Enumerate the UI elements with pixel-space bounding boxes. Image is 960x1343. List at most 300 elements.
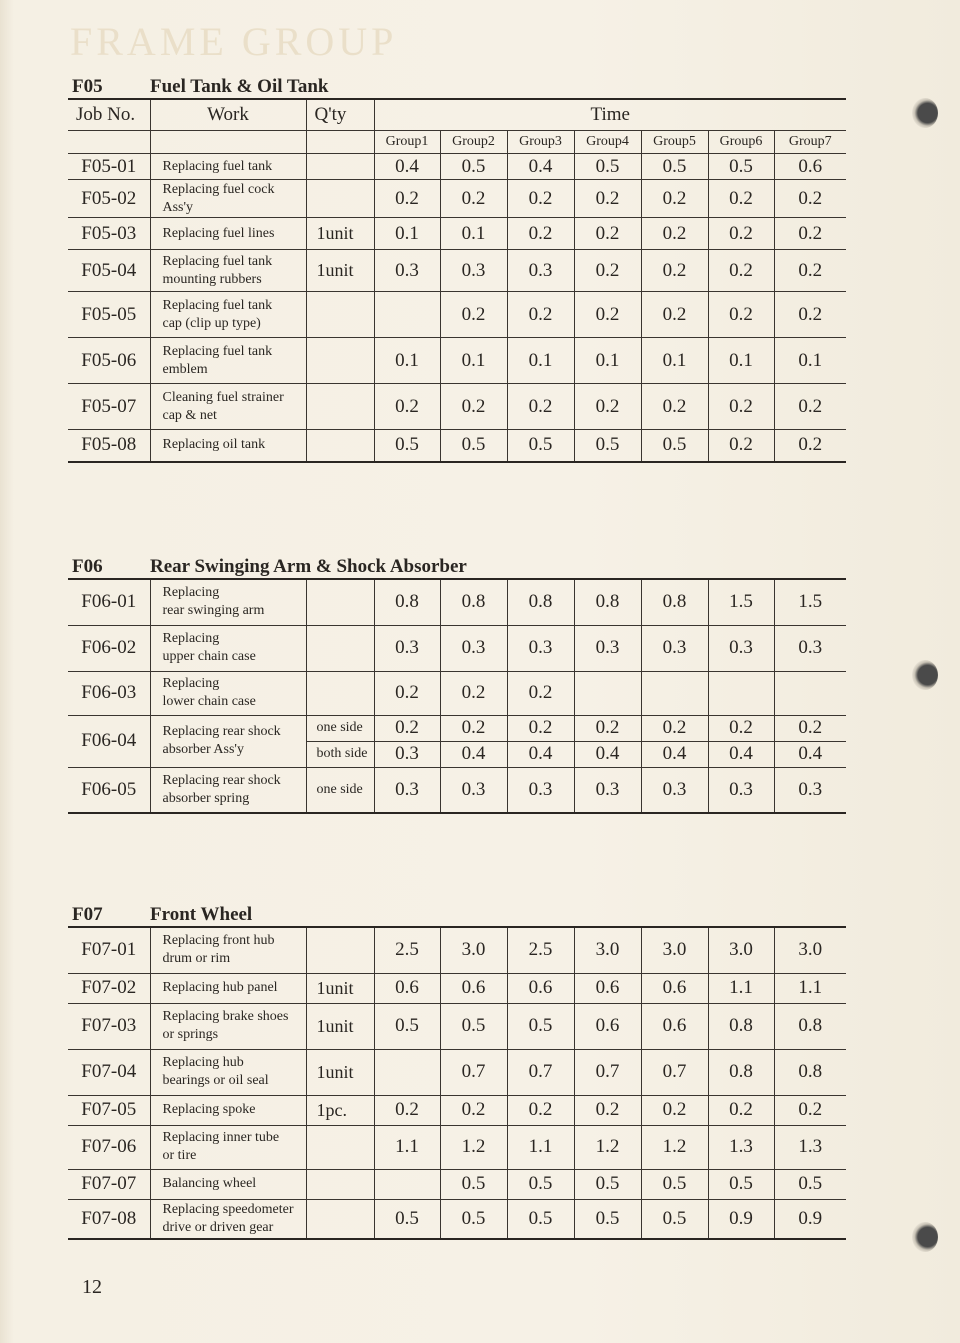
time-value: 0.5 xyxy=(574,154,641,180)
work-line: Replacing spoke xyxy=(162,1102,256,1117)
time-value xyxy=(374,1169,440,1199)
work-description xyxy=(150,430,306,462)
time-value: 0.2 xyxy=(641,250,708,292)
time-value: 1.3 xyxy=(708,1125,774,1169)
time-value: 0.2 xyxy=(641,1095,708,1125)
blank-header-cell xyxy=(306,131,374,154)
time-value: 0.4 xyxy=(440,741,507,767)
time-value: 0.2 xyxy=(708,1095,774,1125)
time-value: 0.2 xyxy=(374,671,440,715)
time-value: 0.2 xyxy=(641,292,708,338)
work-line: Replacing fuel tank xyxy=(162,343,273,359)
table-row xyxy=(68,338,846,384)
quantity xyxy=(306,579,374,625)
table-row xyxy=(68,384,846,430)
job-number: F05-02 xyxy=(68,180,150,218)
column-header-group: Group3 xyxy=(507,131,574,154)
work-description xyxy=(150,1003,306,1049)
time-value: 0.5 xyxy=(440,1169,507,1199)
time-value: 0.2 xyxy=(507,180,574,218)
work-line: Replacing brake shoes xyxy=(162,1009,289,1024)
blank-header-cell xyxy=(68,131,150,154)
time-value: 0.3 xyxy=(507,625,574,671)
work-line: Replacing fuel tank xyxy=(162,297,273,313)
work-description xyxy=(150,927,306,973)
work-line: Balancing wheel xyxy=(162,1176,257,1191)
time-value: 0.1 xyxy=(440,338,507,384)
time-value: 0.3 xyxy=(641,625,708,671)
column-header-job: Job No. xyxy=(68,99,150,131)
work-line: mounting rubbers xyxy=(162,271,262,287)
time-value: 0.9 xyxy=(708,1199,774,1239)
time-value: 0.2 xyxy=(374,715,440,741)
work-description xyxy=(150,1095,306,1125)
section-heading xyxy=(68,556,846,578)
work-description xyxy=(150,292,306,338)
column-header-group: Group6 xyxy=(708,131,774,154)
work-description xyxy=(150,180,306,218)
time-value: 0.8 xyxy=(774,1003,846,1049)
time-value: 0.3 xyxy=(641,767,708,813)
time-value: 0.1 xyxy=(507,338,574,384)
time-value xyxy=(774,671,846,715)
job-number: F05-01 xyxy=(68,154,150,180)
work-line: drum or rim xyxy=(162,951,231,967)
work-line: Replacing fuel tank xyxy=(162,253,273,269)
section-code: F05 xyxy=(72,76,103,97)
time-value: 0.2 xyxy=(440,715,507,741)
column-header-time: Time xyxy=(374,99,846,131)
table-row xyxy=(68,1095,846,1125)
time-value: 0.2 xyxy=(374,384,440,430)
work-line: or springs xyxy=(162,1027,219,1042)
time-value: 0.2 xyxy=(574,180,641,218)
column-header-group: Group4 xyxy=(574,131,641,154)
time-value: 3.0 xyxy=(440,927,507,973)
time-value: 0.6 xyxy=(574,1003,641,1049)
work-line: Replacing inner tube xyxy=(162,1130,280,1145)
work-description xyxy=(150,218,306,250)
time-value xyxy=(374,1049,440,1095)
time-value: 0.6 xyxy=(641,1003,708,1049)
work-line: Replacing front hub xyxy=(162,933,275,949)
time-value: 0.8 xyxy=(440,579,507,625)
section-code: F07 xyxy=(72,904,103,925)
table-row xyxy=(68,973,846,1003)
work-description xyxy=(150,973,306,1003)
time-value: 0.5 xyxy=(641,1169,708,1199)
time-value: 0.2 xyxy=(774,1095,846,1125)
time-value: 0.6 xyxy=(507,973,574,1003)
time-value: 2.5 xyxy=(374,927,440,973)
time-value xyxy=(574,671,641,715)
time-value: 0.2 xyxy=(507,292,574,338)
quantity: 1unit xyxy=(306,1049,374,1095)
time-value xyxy=(374,292,440,338)
time-value: 0.2 xyxy=(774,218,846,250)
work-description xyxy=(150,1125,306,1169)
work-line: bearings or oil seal xyxy=(162,1073,269,1088)
job-number: F05-07 xyxy=(68,384,150,430)
quantity xyxy=(306,180,374,218)
time-value: 0.5 xyxy=(574,1169,641,1199)
time-value: 1.2 xyxy=(574,1125,641,1169)
time-value: 0.3 xyxy=(374,625,440,671)
time-value: 0.2 xyxy=(507,715,574,741)
time-value: 0.2 xyxy=(574,292,641,338)
work-description xyxy=(150,338,306,384)
time-value: 0.5 xyxy=(641,1199,708,1239)
time-value: 0.3 xyxy=(440,767,507,813)
time-value: 0.8 xyxy=(641,579,708,625)
time-value: 0.2 xyxy=(708,292,774,338)
job-number: F07-08 xyxy=(68,1199,150,1239)
work-line: Cleaning fuel strainer xyxy=(162,389,284,405)
time-value: 0.1 xyxy=(440,218,507,250)
work-description xyxy=(150,1049,306,1095)
work-line: absorber spring xyxy=(162,790,250,806)
time-value: 0.2 xyxy=(507,1095,574,1125)
time-value: 3.0 xyxy=(708,927,774,973)
job-number: F07-03 xyxy=(68,1003,150,1049)
section-f06 xyxy=(68,556,846,814)
time-value: 0.3 xyxy=(374,767,440,813)
time-value: 0.2 xyxy=(641,715,708,741)
binder-hole-icon xyxy=(912,660,938,690)
time-value: 1.1 xyxy=(507,1125,574,1169)
time-value: 0.5 xyxy=(774,1169,846,1199)
table-row xyxy=(68,218,846,250)
time-value xyxy=(641,671,708,715)
time-value: 0.5 xyxy=(440,1199,507,1239)
time-value: 0.6 xyxy=(641,973,708,1003)
table-row xyxy=(68,1003,846,1049)
work-description xyxy=(150,671,306,715)
job-number: F06-01 xyxy=(68,579,150,625)
work-line: upper chain case xyxy=(162,649,256,664)
time-value: 0.8 xyxy=(507,579,574,625)
time-value: 0.5 xyxy=(507,430,574,462)
section-f07 xyxy=(68,904,846,1240)
time-value: 0.8 xyxy=(574,579,641,625)
quantity: both side xyxy=(306,741,374,767)
quantity: 1unit xyxy=(306,218,374,250)
time-value: 0.8 xyxy=(774,1049,846,1095)
work-line: Replacing hub panel xyxy=(162,980,278,995)
time-value: 1.1 xyxy=(708,973,774,1003)
time-value: 0.3 xyxy=(507,767,574,813)
work-line: Replacing xyxy=(162,676,220,691)
time-value: 0.6 xyxy=(440,973,507,1003)
time-value: 0.6 xyxy=(574,973,641,1003)
work-description xyxy=(150,154,306,180)
work-line: Replacing fuel cock xyxy=(162,181,275,197)
time-value: 0.5 xyxy=(374,1199,440,1239)
time-value: 0.8 xyxy=(708,1049,774,1095)
time-value: 0.5 xyxy=(708,154,774,180)
job-number: F07-04 xyxy=(68,1049,150,1095)
quantity xyxy=(306,338,374,384)
time-value: 0.5 xyxy=(507,1169,574,1199)
time-value: 0.5 xyxy=(440,154,507,180)
time-value: 0.6 xyxy=(374,973,440,1003)
table-row xyxy=(68,579,846,625)
time-value: 0.5 xyxy=(641,154,708,180)
time-value: 0.3 xyxy=(440,250,507,292)
table-row xyxy=(68,715,846,741)
time-value: 0.4 xyxy=(507,741,574,767)
time-value: 0.3 xyxy=(574,625,641,671)
labor-time-table xyxy=(68,578,846,814)
job-number: F05-08 xyxy=(68,430,150,462)
table-row xyxy=(68,180,846,218)
time-value: 0.2 xyxy=(440,292,507,338)
work-line: Replacing speedometer xyxy=(162,1201,294,1217)
job-number: F05-04 xyxy=(68,250,150,292)
table-row xyxy=(68,292,846,338)
job-number: F06-03 xyxy=(68,671,150,715)
labor-time-table xyxy=(68,98,846,463)
time-value: 0.2 xyxy=(708,218,774,250)
time-value: 0.2 xyxy=(708,384,774,430)
work-line: absorber Ass'y xyxy=(162,742,244,757)
quantity: one side xyxy=(306,767,374,813)
table-row xyxy=(68,1049,846,1095)
work-line: rear swinging arm xyxy=(162,603,265,619)
time-value: 0.4 xyxy=(708,741,774,767)
work-description xyxy=(150,1199,306,1239)
time-value: 1.5 xyxy=(774,579,846,625)
job-number: F06-02 xyxy=(68,625,150,671)
time-value: 1.2 xyxy=(641,1125,708,1169)
time-value: 1.2 xyxy=(440,1125,507,1169)
work-description xyxy=(150,767,306,813)
table-row xyxy=(68,430,846,462)
column-header-group: Group2 xyxy=(440,131,507,154)
time-value: 0.4 xyxy=(774,741,846,767)
work-line: Replacing rear shock xyxy=(162,772,281,788)
quantity xyxy=(306,625,374,671)
work-line: emblem xyxy=(162,361,208,377)
time-value: 0.2 xyxy=(774,180,846,218)
column-header-group: Group7 xyxy=(774,131,846,154)
table-row xyxy=(68,1169,846,1199)
time-value: 3.0 xyxy=(574,927,641,973)
time-value: 0.6 xyxy=(774,154,846,180)
job-number: F05-05 xyxy=(68,292,150,338)
table-row xyxy=(68,625,846,671)
quantity xyxy=(306,671,374,715)
time-value: 0.3 xyxy=(440,625,507,671)
work-line: Replacing oil tank xyxy=(162,437,266,453)
time-value: 0.5 xyxy=(440,430,507,462)
quantity xyxy=(306,154,374,180)
section-heading xyxy=(68,904,846,926)
table-row xyxy=(68,1125,846,1169)
job-number: F07-05 xyxy=(68,1095,150,1125)
work-line: or tire xyxy=(162,1148,197,1163)
work-line: Replacing fuel tank xyxy=(162,158,273,174)
time-value: 1.1 xyxy=(374,1125,440,1169)
work-line: Replacing hub xyxy=(162,1055,244,1070)
section-heading xyxy=(68,76,846,98)
time-value: 0.2 xyxy=(574,384,641,430)
time-value: 0.2 xyxy=(574,1095,641,1125)
time-value: 0.9 xyxy=(774,1199,846,1239)
job-number: F06-04 xyxy=(68,715,150,767)
section-code: F06 xyxy=(72,556,103,577)
job-number: F06-05 xyxy=(68,767,150,813)
work-line: Ass'y xyxy=(162,199,194,215)
time-value: 0.2 xyxy=(374,180,440,218)
time-value: 0.5 xyxy=(374,1003,440,1049)
time-value: 0.1 xyxy=(708,338,774,384)
time-value: 0.2 xyxy=(574,715,641,741)
table-row xyxy=(68,671,846,715)
time-value: 0.2 xyxy=(774,292,846,338)
job-number: F07-07 xyxy=(68,1169,150,1199)
time-value: 0.2 xyxy=(774,384,846,430)
work-line: cap (clip up type) xyxy=(162,315,261,331)
section-title: Fuel Tank & Oil Tank xyxy=(150,76,329,97)
time-value: 0.2 xyxy=(440,671,507,715)
work-line: Replacing rear shock xyxy=(162,724,281,739)
table-row xyxy=(68,154,846,180)
quantity: 1unit xyxy=(306,973,374,1003)
time-value: 0.2 xyxy=(641,384,708,430)
column-header-group: Group5 xyxy=(641,131,708,154)
work-line: drive or driven gear xyxy=(162,1219,274,1235)
table-row xyxy=(68,767,846,813)
section-title: Rear Swinging Arm & Shock Absorber xyxy=(150,556,467,577)
time-value: 0.2 xyxy=(507,218,574,250)
time-value: 0.2 xyxy=(708,250,774,292)
time-value: 0.3 xyxy=(708,767,774,813)
time-value: 1.3 xyxy=(774,1125,846,1169)
time-value: 0.7 xyxy=(641,1049,708,1095)
work-line: Replacing fuel lines xyxy=(162,225,275,241)
job-number: F07-01 xyxy=(68,927,150,973)
blank-header-cell xyxy=(150,131,306,154)
time-value: 0.3 xyxy=(374,250,440,292)
quantity: 1pc. xyxy=(306,1095,374,1125)
time-value: 0.2 xyxy=(708,715,774,741)
time-value: 0.2 xyxy=(507,671,574,715)
binder-hole-icon xyxy=(912,1222,938,1252)
time-value: 0.3 xyxy=(507,250,574,292)
time-value: 1.5 xyxy=(708,579,774,625)
quantity xyxy=(306,430,374,462)
time-value: 0.3 xyxy=(774,767,846,813)
job-number: F07-02 xyxy=(68,973,150,1003)
time-value: 0.5 xyxy=(708,1169,774,1199)
column-header-group: Group1 xyxy=(374,131,440,154)
column-header-work: Work xyxy=(150,99,306,131)
time-value: 0.2 xyxy=(641,218,708,250)
time-value: 0.8 xyxy=(708,1003,774,1049)
work-description xyxy=(150,715,306,767)
work-line: Replacing xyxy=(162,585,220,601)
time-value xyxy=(708,671,774,715)
time-value: 2.5 xyxy=(507,927,574,973)
time-value: 0.1 xyxy=(374,218,440,250)
table-row xyxy=(68,927,846,973)
ghost-header: FRAME GROUP xyxy=(70,19,398,64)
time-value: 0.3 xyxy=(374,741,440,767)
work-description xyxy=(150,625,306,671)
time-value: 0.7 xyxy=(574,1049,641,1095)
time-value: 0.7 xyxy=(440,1049,507,1095)
time-value: 3.0 xyxy=(641,927,708,973)
work-description xyxy=(150,1169,306,1199)
section-title: Front Wheel xyxy=(150,904,253,925)
time-value: 0.5 xyxy=(507,1003,574,1049)
time-value: 0.2 xyxy=(708,180,774,218)
time-value: 0.2 xyxy=(774,250,846,292)
quantity: 1unit xyxy=(306,250,374,292)
labor-time-table xyxy=(68,926,846,1240)
work-description xyxy=(150,579,306,625)
time-value: 0.4 xyxy=(374,154,440,180)
time-value: 0.5 xyxy=(507,1199,574,1239)
time-value: 0.2 xyxy=(774,430,846,462)
time-value: 0.3 xyxy=(774,625,846,671)
column-header-qty: Q'ty xyxy=(306,99,374,131)
work-description xyxy=(150,250,306,292)
work-line: cap & net xyxy=(162,407,217,423)
time-value: 0.4 xyxy=(507,154,574,180)
time-value: 0.5 xyxy=(574,1199,641,1239)
table-row xyxy=(68,1199,846,1239)
binder-hole-icon xyxy=(912,98,938,128)
quantity xyxy=(306,1199,374,1239)
work-description xyxy=(150,384,306,430)
quantity: 1unit xyxy=(306,1003,374,1049)
time-value: 0.1 xyxy=(774,338,846,384)
time-value: 0.4 xyxy=(641,741,708,767)
time-value: 0.2 xyxy=(374,1095,440,1125)
time-value: 1.1 xyxy=(774,973,846,1003)
time-value: 0.3 xyxy=(574,767,641,813)
job-number: F05-03 xyxy=(68,218,150,250)
quantity xyxy=(306,384,374,430)
page-number: 12 xyxy=(82,1276,102,1298)
quantity xyxy=(306,1169,374,1199)
time-value: 0.2 xyxy=(574,218,641,250)
time-value: 0.8 xyxy=(374,579,440,625)
job-number: F05-06 xyxy=(68,338,150,384)
time-value: 0.5 xyxy=(440,1003,507,1049)
time-value: 0.2 xyxy=(774,715,846,741)
time-value: 0.2 xyxy=(574,250,641,292)
time-value: 0.2 xyxy=(440,384,507,430)
time-value: 0.2 xyxy=(641,180,708,218)
time-value: 0.3 xyxy=(708,625,774,671)
time-value: 0.2 xyxy=(708,430,774,462)
time-value: 0.2 xyxy=(440,180,507,218)
job-number: F07-06 xyxy=(68,1125,150,1169)
time-value: 0.7 xyxy=(507,1049,574,1095)
quantity xyxy=(306,1125,374,1169)
time-value: 0.5 xyxy=(574,430,641,462)
time-value: 0.1 xyxy=(374,338,440,384)
work-line: Replacing xyxy=(162,631,220,646)
quantity xyxy=(306,927,374,973)
time-value: 0.1 xyxy=(641,338,708,384)
time-value: 0.2 xyxy=(507,384,574,430)
section-f05 xyxy=(68,76,846,463)
table-row xyxy=(68,250,846,292)
